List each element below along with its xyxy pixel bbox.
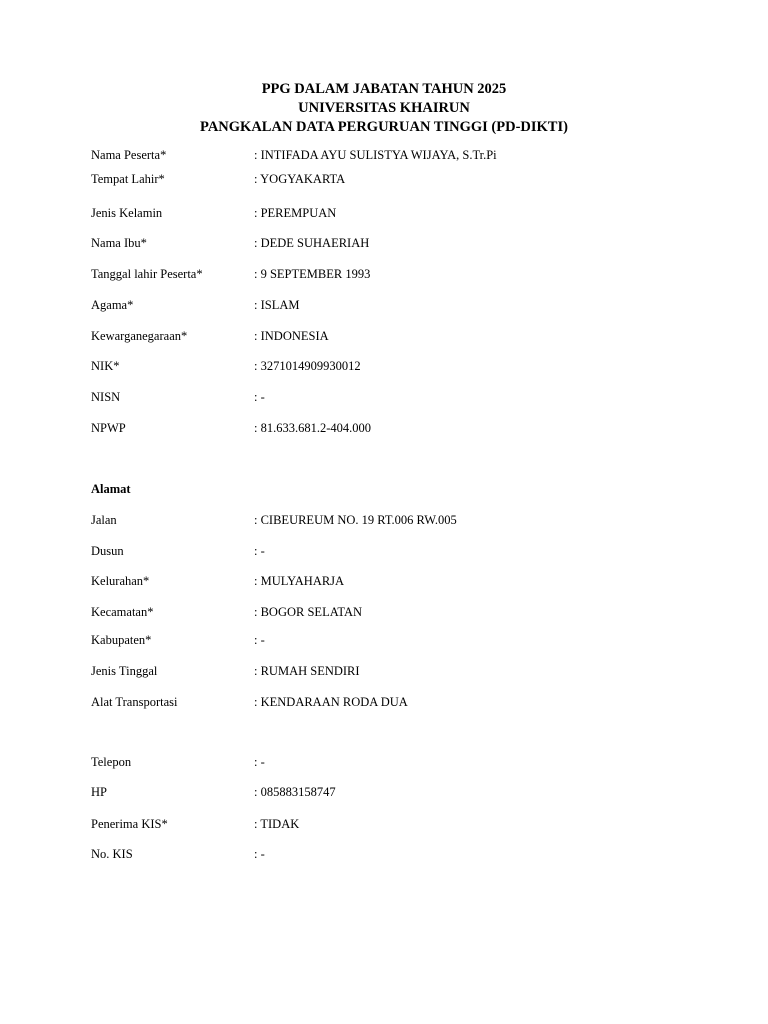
field-value: : DEDE SUHAERIAH: [254, 236, 370, 250]
field-value: : -: [254, 390, 265, 404]
field-label: Nama Ibu*: [91, 236, 147, 250]
field-value: : PEREMPUAN: [254, 206, 337, 220]
field-value: : -: [254, 544, 265, 558]
field-label: Tanggal lahir Peserta*: [91, 267, 203, 281]
field-value: : YOGYAKARTA: [254, 172, 346, 186]
field-label: Jenis Kelamin: [91, 206, 163, 220]
header-line-database: PANGKALAN DATA PERGURUAN TINGGI (PD-DIKTI): [200, 119, 568, 135]
field-label: NISN: [91, 390, 121, 404]
field-value: : INTIFADA AYU SULISTYA WIJAYA, S.Tr.Pi: [254, 148, 497, 162]
field-value: : BOGOR SELATAN: [254, 605, 363, 619]
field-label: Kewarganegaraan*: [91, 329, 188, 343]
field-label: No. KIS: [91, 847, 133, 861]
field-label: Alat Transportasi: [91, 695, 178, 709]
document-header: [0, 80, 768, 137]
field-value: : 085883158747: [254, 785, 336, 799]
field-label: NPWP: [91, 421, 126, 435]
field-value: : INDONESIA: [254, 329, 329, 343]
field-value: : ISLAM: [254, 298, 300, 312]
field-label: Kabupaten*: [91, 633, 152, 647]
field-value: : -: [254, 633, 265, 647]
field-label: Penerima KIS*: [91, 817, 168, 831]
field-label: Jenis Tinggal: [91, 664, 158, 678]
field-value: : TIDAK: [254, 817, 300, 831]
field-value: : CIBEUREUM NO. 19 RT.006 RW.005: [254, 513, 457, 527]
field-label: Kecamatan*: [91, 605, 154, 619]
field-value: : 81.633.681.2-404.000: [254, 421, 372, 435]
field-label: Dusun: [91, 544, 124, 558]
field-value: : 3271014909930012: [254, 359, 361, 373]
section-title-alamat: Alamat: [91, 482, 131, 496]
field-value: : MULYAHARJA: [254, 574, 345, 588]
field-label: HP: [91, 785, 107, 799]
header-line-program: PPG DALAM JABATAN TAHUN 2025: [261, 81, 507, 97]
field-value: : RUMAH SENDIRI: [254, 664, 360, 678]
field-label: Telepon: [91, 755, 132, 769]
field-value: : -: [254, 847, 265, 861]
field-label: Agama*: [91, 298, 134, 312]
field-label: Kelurahan*: [91, 574, 150, 588]
field-label: Tempat Lahir*: [91, 172, 165, 186]
field-value: : KENDARAAN RODA DUA: [254, 695, 408, 709]
field-value: : 9 SEPTEMBER 1993: [254, 267, 371, 281]
field-label: NIK*: [91, 359, 120, 373]
header-line-university: UNIVERSITAS KHAIRUN: [298, 100, 470, 116]
field-label: Nama Peserta*: [91, 148, 167, 162]
field-label: Jalan: [91, 513, 117, 527]
field-value: : -: [254, 755, 265, 769]
